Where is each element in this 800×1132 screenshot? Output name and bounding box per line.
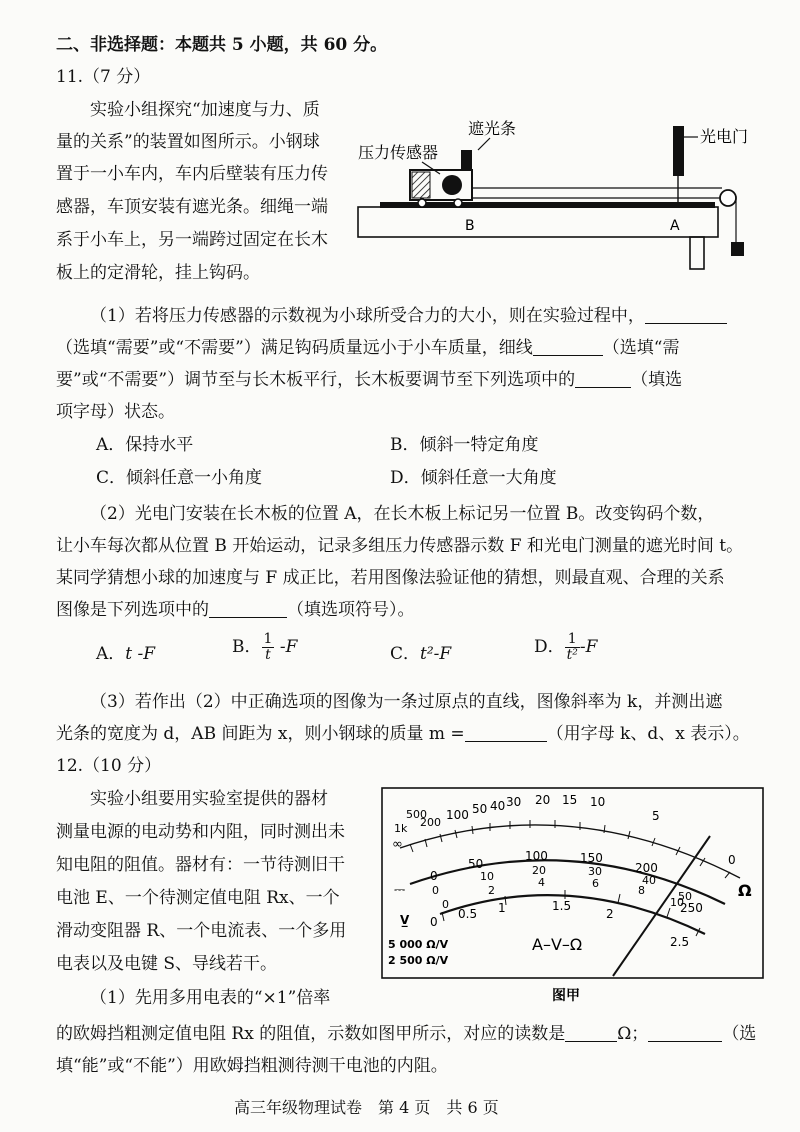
ohm-label-500: 500 <box>406 808 427 821</box>
dc-mid-label-30: 30 <box>588 865 602 878</box>
ohm-label-5: 5 <box>652 809 660 823</box>
q11-part2-line-2: 让小车每次都从位置 B 开始运动，记录多组压力传感器示数 F 和光电门测量的遮光时间 t。 <box>56 536 744 556</box>
question-12-number: 12.（10 分） <box>56 756 162 776</box>
meter-note-5000: 5 000 Ω/V <box>388 938 449 951</box>
dc-label-150: 150 <box>580 851 603 865</box>
q11-option-A: A．保持水平 <box>96 435 194 455</box>
fraction-one-over-t: $\frac{1}{t}$ <box>263 631 273 663</box>
dc-label-200: 200 <box>635 861 658 875</box>
q11-intro-line-6: 板上的定滑轮，挂上钩码。 <box>56 263 260 283</box>
q11-part1-line-3: 要”或“不需要”）调节至与长木板平行，长木板要调节至下列选项中的 （填选 <box>56 370 683 390</box>
question-11-number: 11.（7 分） <box>56 67 151 87</box>
dc-low-label-2: 2 <box>488 884 495 897</box>
label-shading-strip: 遮光条 <box>468 119 517 138</box>
answer-blank-7[interactable] <box>648 1025 722 1042</box>
dc-low-label-10: 10 <box>670 896 684 909</box>
ohm-label-100: 100 <box>446 808 469 822</box>
q12-part1-line-3: 填“能”或“不能”）用欧姆挡粗测待测干电池的内阻。 <box>56 1056 448 1076</box>
q11-part2-option-D: D． $\frac{1}{\text{t²}}$ -F <box>534 631 598 663</box>
section-title: 二、非选择题：本题共 5 小题，共 60 分。 <box>56 35 388 55</box>
ohm-label-20: 20 <box>535 793 551 807</box>
dc-mid-label-10: 10 <box>480 870 494 883</box>
q11-option-B: B．倾斜一特定角度 <box>390 435 539 455</box>
q11-part1-line-2: （选填“需要”或“不需要”）满足钩码质量远小于小车质量，细线 （选填“需 <box>56 338 680 358</box>
q12-part1-line-1: （1）先用多用电表的“×1”倍率 <box>90 988 331 1008</box>
dc-low-label-4: 4 <box>538 876 545 889</box>
ac-label-2-5: 2.5 <box>670 935 690 949</box>
q11-intro-line-4: 感器，车顶安装有遮光条。细绳一端 <box>56 197 328 217</box>
dc-low-label-0: 0 <box>442 898 449 911</box>
q11-option-C: C．倾斜任意一小角度 <box>96 468 263 488</box>
ohm-label-30: 30 <box>506 795 522 809</box>
dc-label-50: 50 <box>468 857 484 871</box>
q11-part2-option-C: C．t²-F <box>390 644 452 664</box>
q12-intro-line-4: 电池 E、一个待测定值电阻 Rx、一个 <box>56 888 340 908</box>
meter-model-label: A–V–Ω <box>532 935 583 954</box>
dc-low-label-6: 6 <box>592 877 599 890</box>
label-photogate: 光电门 <box>700 127 749 146</box>
ohm-symbol: Ω <box>738 881 752 900</box>
answer-blank-5[interactable] <box>465 725 547 742</box>
dc-low-label-8: 8 <box>638 884 645 897</box>
q11-apparatus-figure <box>350 112 770 287</box>
q11-part3-line-1: （3）若作出（2）中正确选项的图像为一条过原点的直线，图像斜率为 k，并测出遮 <box>90 692 723 712</box>
q12-intro-line-6: 电表以及电键 S、导线若干。 <box>56 954 278 974</box>
ac-v-symbol: V̲ <box>400 913 410 927</box>
meter-note-2500: 2 500 Ω/V <box>388 954 449 967</box>
answer-blank-3[interactable] <box>575 371 631 388</box>
q11-intro-line-2: 量的关系”的装置如图所示。小钢球 <box>56 132 320 152</box>
ohm-label-inf: ∞ <box>392 837 403 852</box>
figure-caption-jia: 图甲 <box>552 988 580 1004</box>
q11-part2-option-A: A．t -F <box>96 644 156 664</box>
q11-part2-option-B: B． $\frac{1}{t}$ -F <box>232 631 298 663</box>
dc-label-250: 250 <box>680 901 703 915</box>
ac-label-2: 2 <box>606 907 614 921</box>
q11-part2-line-4: 图像是下列选项中的 （填选项符号）。 <box>56 600 415 620</box>
q11-option-D: D．倾斜任意一大角度 <box>390 468 557 488</box>
q12-intro-line-3: 知电阻的阻值。器材有：一节待测旧干 <box>56 855 345 875</box>
ohm-label-40: 40 <box>490 799 506 813</box>
q11-part2-line-1: （2）光电门安装在长木板的位置 A，在长木板上标记另一位置 B。改变钩码个数， <box>90 504 715 524</box>
dc-mid-label-50: 50 <box>678 890 692 903</box>
dc-symbol: ⎓ <box>394 882 406 898</box>
answer-blank-6[interactable] <box>565 1025 617 1042</box>
q11-intro-line-3: 置于一小车内，车内后壁装有压力传 <box>56 164 328 184</box>
dc-mid-label-40: 40 <box>642 874 656 887</box>
ohm-label-10: 10 <box>590 795 606 809</box>
q11-intro-line-1: 实验小组探究“加速度与力、质 <box>90 100 320 120</box>
ac-label-0-5: 0.5 <box>458 907 478 921</box>
label-A: A <box>670 218 680 234</box>
answer-blank-1[interactable] <box>645 307 727 324</box>
q11-intro-line-5: 系于小车上，另一端跨过固定在长木 <box>56 230 328 250</box>
fraction-one-over-t-squared: $\frac{1}{\text{t²}}$ <box>566 631 578 663</box>
ac-label-1-5: 1.5 <box>552 899 572 913</box>
ohm-label-0: 0 <box>728 853 736 867</box>
q11-part1-line-1: （1）若将压力传感器的示数视为小球所受合力的大小，则在实验过程中， <box>90 305 727 327</box>
q11-part1-line-4: 项字母）状态。 <box>56 402 175 422</box>
answer-blank-4[interactable] <box>209 601 287 618</box>
q11-part3-line-2: 光条的宽度为 d，AB 间距为 x，则小钢球的质量 m = （用字母 k、d、x 表示）。 <box>56 724 750 744</box>
dc-mid-label-0: 0 <box>432 884 439 897</box>
dc-label-0: 0 <box>430 869 438 883</box>
label-B: B <box>465 218 475 234</box>
page-footer: 高三年级物理试卷 第 4 页 共 6 页 <box>234 1098 499 1117</box>
ohm-label-1k: 1k <box>394 822 408 835</box>
dc-label-100: 100 <box>525 849 548 863</box>
answer-blank-2[interactable] <box>533 339 603 356</box>
ohm-label-200: 200 <box>420 816 441 829</box>
ohm-label-15: 15 <box>562 793 578 807</box>
q11-part2-line-3: 某同学猜想小球的加速度与 F 成正比，若用图像法验证他的猜想，则最直观、合理的关系 <box>56 568 725 588</box>
multimeter-dial-figure <box>380 786 765 1006</box>
dc-mid-label-20: 20 <box>532 864 546 877</box>
q12-part1-line-2: 的欧姆挡粗测定值电阻 Rx 的阻值，示数如图甲所示，对应的读数是 Ω； （选 <box>56 1024 757 1044</box>
ohm-label-50: 50 <box>472 802 488 816</box>
q12-intro-line-2: 测量电源的电动势和内阻，同时测出未 <box>56 822 345 842</box>
ac-label-1: 1 <box>498 901 506 915</box>
label-pressure-sensor: 压力传感器 <box>358 143 439 162</box>
ac-label-0: 0 <box>430 915 438 929</box>
q12-intro-line-5: 滑动变阻器 R、一个电流表、一个多用 <box>56 921 347 941</box>
q12-intro-line-1: 实验小组要用实验室提供的器材 <box>90 789 328 809</box>
